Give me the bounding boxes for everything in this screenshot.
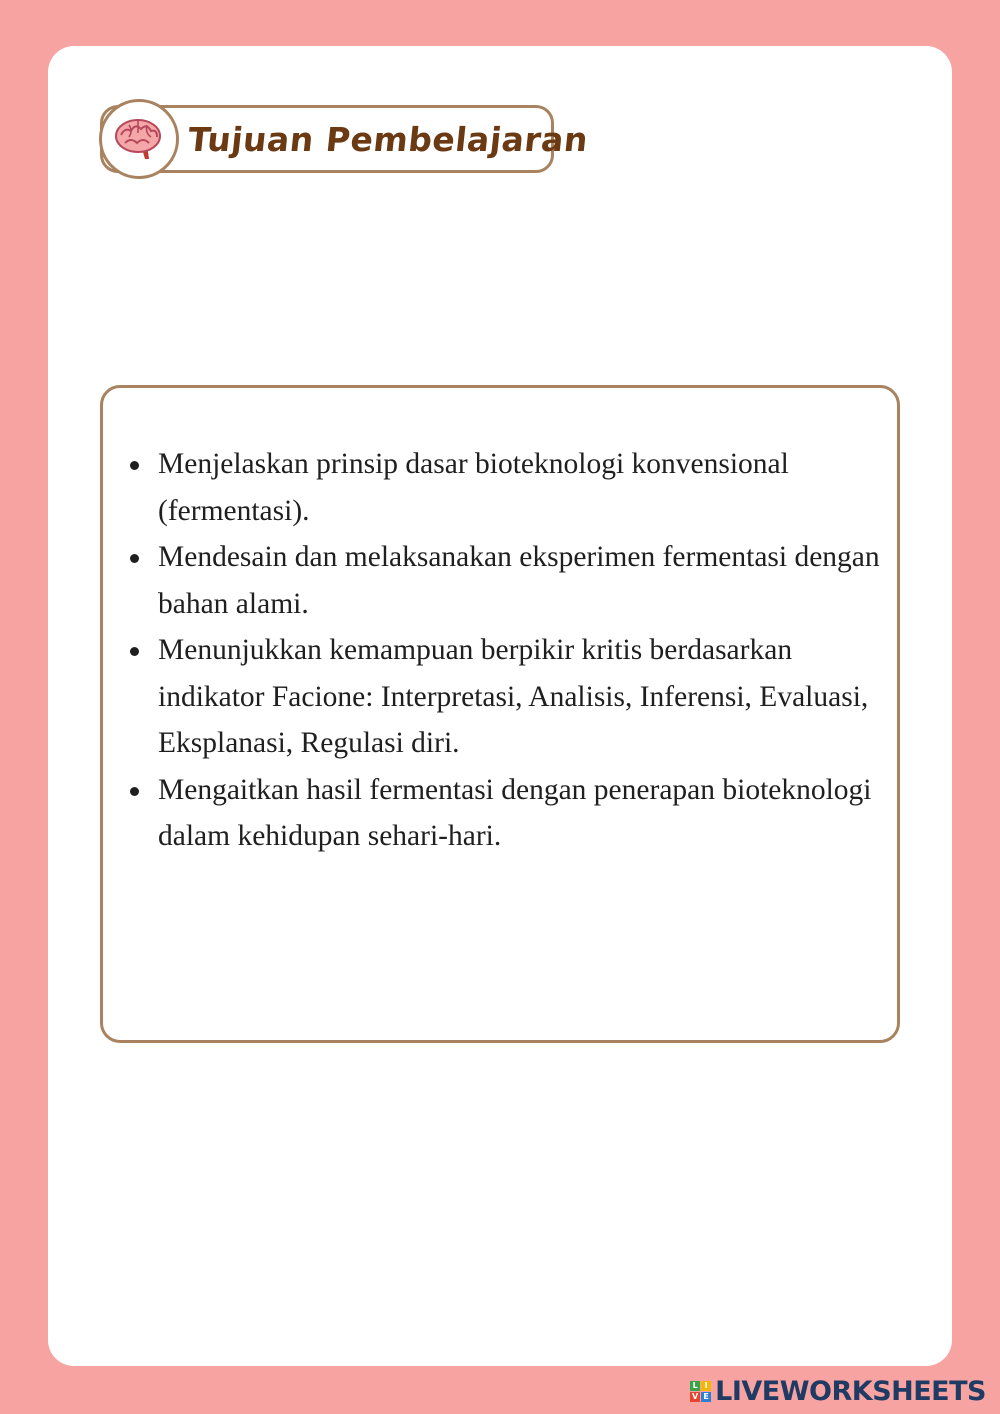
page-title: Tujuan Pembelajaran: [186, 120, 591, 159]
list-item: Mengaitkan hasil fermentasi dengan penerapan bioteknologi dalam kehidupan sehari-hari.: [128, 767, 880, 860]
logo-letter: I: [701, 1381, 711, 1391]
logo-mark-icon: [690, 1381, 711, 1402]
logo-text: LIVEWORKSHEETS: [715, 1375, 986, 1407]
list-item: Menunjukkan kemampuan berpikir kritis berdasarkan indikator Facione: Interpretasi, Analisis, Inferensi, Evaluasi, Eksplanasi, Regulasi diri.: [128, 627, 880, 767]
list-item: Menjelaskan prinsip dasar bioteknologi konvensional (fermentasi).: [128, 441, 880, 534]
goals-list: [128, 441, 880, 860]
list-item: Mendesain dan melaksanakan eksperimen fermentasi dengan bahan alami.: [128, 534, 880, 627]
logo-letter: V: [692, 1391, 699, 1401]
liveworksheets-logo[interactable]: [690, 1374, 986, 1408]
brain-icon: [111, 111, 167, 167]
title-icon-badge: [99, 99, 179, 179]
logo-letter: L: [690, 1381, 700, 1391]
logo-letter: E: [701, 1392, 711, 1402]
